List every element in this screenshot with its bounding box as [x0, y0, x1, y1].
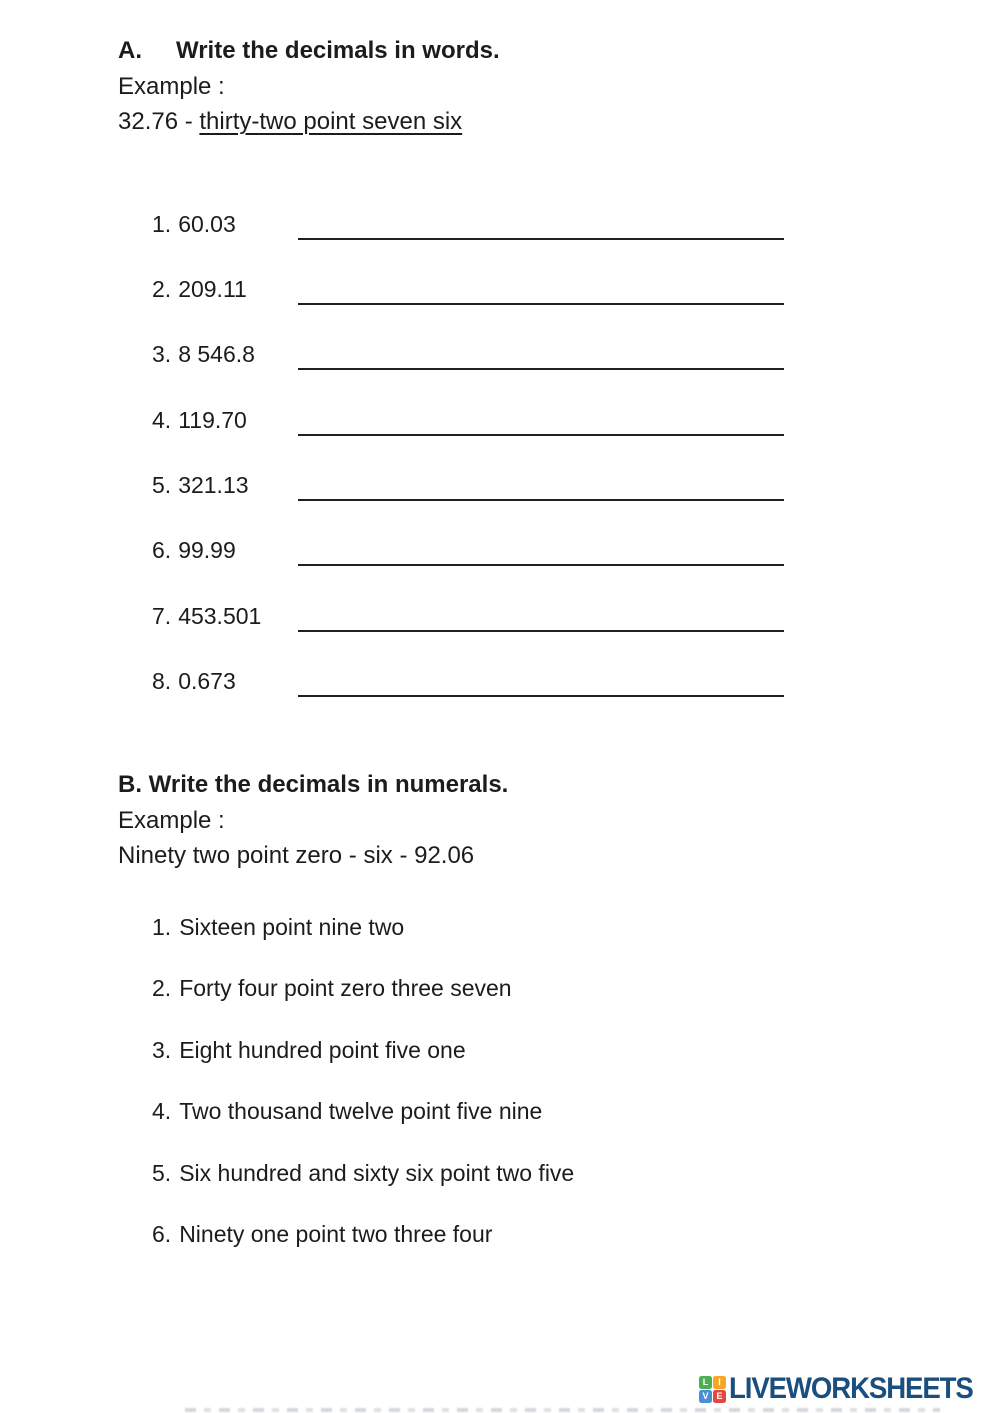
section-b-example: Ninety two point zero - six - 92.06 [118, 842, 475, 869]
worksheet-item-b4 [152, 1097, 542, 1125]
liveworksheets-logo[interactable] [699, 1373, 994, 1405]
worksheet-item-a7 [0, 603, 1000, 630]
item-value: 0.673 [178, 668, 236, 694]
liveworksheets-grid-icon [699, 1376, 726, 1403]
item-number: 7. [152, 603, 172, 629]
logo-cell-e: E [713, 1390, 726, 1403]
worksheet-item-b6 [152, 1220, 492, 1248]
worksheet-item-a1 [0, 211, 1000, 238]
item-value: 453.501 [178, 603, 262, 629]
item-text: Two thousand twelve point five nine [179, 1098, 543, 1124]
item-value: 8 546.8 [178, 341, 255, 367]
item-number: 2. [152, 975, 172, 1001]
liveworksheets-wordmark: LIVEWORKSHEETS [729, 1372, 973, 1405]
answer-blank-a8[interactable] [298, 668, 784, 697]
answer-blank-a2[interactable] [298, 276, 784, 305]
item-number: 4. [152, 407, 172, 433]
item-number: 1. [152, 211, 172, 237]
worksheet-item-b3 [152, 1036, 466, 1064]
section-a-example-answer: thirty-two point seven six [199, 108, 463, 135]
section-a-header [118, 33, 500, 140]
item-number: 3. [152, 1037, 172, 1063]
item-text: Sixteen point nine two [179, 914, 405, 940]
cutoff-next-line-artifact [185, 1408, 940, 1412]
item-number: 2. [152, 276, 172, 302]
section-b-example-label: Example : [118, 806, 225, 834]
answer-blank-a3[interactable] [298, 341, 784, 370]
item-text: Six hundred and sixty six point two five [179, 1160, 575, 1186]
item-value: 209.11 [178, 276, 247, 302]
logo-cell-v: V [699, 1390, 712, 1403]
section-a-label: A. [118, 37, 142, 64]
section-a-example [118, 104, 500, 140]
item-value: 99.99 [178, 537, 236, 563]
answer-blank-a7[interactable] [298, 603, 784, 632]
item-text: Eight hundred point five one [179, 1037, 466, 1063]
item-value: 60.03 [178, 211, 236, 237]
item-value: 119.70 [178, 407, 247, 433]
item-number: 5. [152, 1160, 172, 1186]
worksheet-item-b2 [152, 974, 512, 1002]
logo-cell-l: L [699, 1376, 712, 1389]
logo-cell-i: I [713, 1376, 726, 1389]
worksheet-item-a4 [0, 407, 1000, 434]
item-text: Forty four point zero three seven [179, 975, 512, 1001]
answer-blank-a5[interactable] [298, 472, 784, 501]
answer-blank-a1[interactable] [298, 211, 784, 240]
worksheet-item-a2 [0, 276, 1000, 303]
item-text: Ninety one point two three four [179, 1221, 493, 1247]
item-number: 1. [152, 914, 172, 940]
section-b-header [118, 767, 508, 874]
worksheet-item-a6 [0, 537, 1000, 564]
worksheet-item-a3 [0, 341, 1000, 368]
item-number: 4. [152, 1098, 172, 1124]
item-number: 6. [152, 1221, 172, 1247]
section-a-title-text: Write the decimals in words. [176, 37, 500, 64]
section-b-title: B. Write the decimals in numerals. [118, 771, 509, 798]
item-number: 3. [152, 341, 172, 367]
item-number: 6. [152, 537, 172, 563]
worksheet-item-b1 [152, 913, 404, 941]
item-number: 8. [152, 668, 172, 694]
item-value: 321.13 [178, 472, 249, 498]
answer-blank-a6[interactable] [298, 537, 784, 566]
section-a-example-number: 32.76 - [118, 108, 193, 135]
worksheet-item-b5 [152, 1159, 574, 1187]
section-a-example-label: Example : [118, 72, 225, 100]
answer-blank-a4[interactable] [298, 407, 784, 436]
worksheet-item-a5 [0, 472, 1000, 499]
worksheet-item-a8 [0, 668, 1000, 695]
section-a-title [118, 33, 500, 69]
item-number: 5. [152, 472, 172, 498]
